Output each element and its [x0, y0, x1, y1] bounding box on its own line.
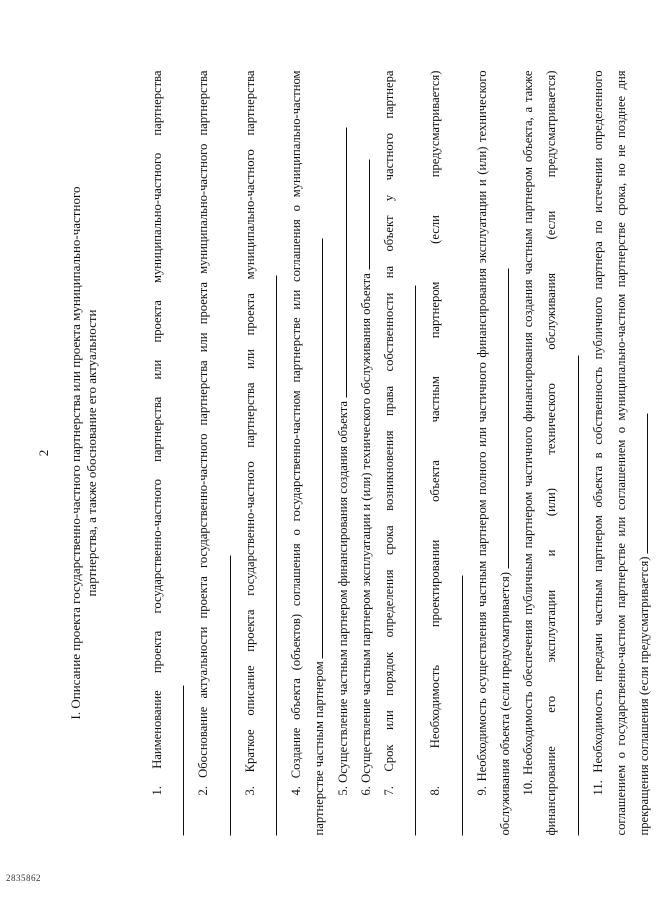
rotated-content: [30, 30, 652, 875]
list-item: [471, 70, 517, 835]
blank-line: [311, 238, 323, 658]
list-item: [146, 70, 192, 835]
item-text: 2. Обоснование актуальности проекта государственно-частного партнерства или проекта муниципально-частного партнерства: [196, 70, 211, 795]
page-number: 2: [36, 449, 51, 456]
blank-line: [358, 160, 370, 270]
blank-line: [172, 685, 184, 835]
blank-line: [219, 555, 231, 835]
section-title-line-1: I. Описание проекта государственно-частного партнерства или проекта муниципально-частного: [68, 186, 83, 719]
blank-line: [265, 275, 277, 835]
list-item: [285, 70, 331, 835]
blank-line: [636, 413, 648, 553]
list-item: [239, 70, 285, 835]
blank-line: [335, 127, 347, 397]
item-text: 11. Необходимость передачи частным партнером объекта в собственность публичного партнера по истечении определенного соглашением о государственно-частном партнерстве или соглашением о муниципально-частном партнерстве срока, но не позднее дня прекращения соглашения (если предусматривается): [590, 70, 652, 835]
blank-line: [567, 355, 579, 835]
item-text: 9. Необходимость осуществления частным партнером полного или частичного финансирования эксплуатации и (или) технического обслуживания объекта (если предусматривается): [474, 70, 513, 835]
item-text: 8. Необходимость проектировании объекта частным партнером (если предусматривается): [428, 70, 443, 795]
items-list: [146, 70, 656, 835]
list-item: [192, 70, 238, 835]
list-item: [517, 70, 587, 835]
item-text: 5. Осуществление частным партнером финансирования создания объекта: [335, 400, 350, 795]
item-text: 1. Наименование проекта государственно-частного партнерства или проекта муниципально-частного партнерства: [150, 70, 164, 795]
item-text: 6. Осуществление частным партнером эксплуатации и (или) технического обслуживания объекта: [358, 272, 373, 795]
section-title: [68, 70, 100, 835]
item-text: 3. Краткое описание проекта государственно-частного партнерства или проекта муниципально-частного партнерства: [242, 70, 257, 795]
blank-line: [497, 268, 509, 568]
list-item: [378, 70, 424, 835]
blank-line: [404, 285, 416, 835]
item-text: 10. Необходимость обеспечения публичным партнером частичного финансирования создания частным партнером объекта, а также финансирование его эксплуатации и (или) технического обслуживания (если предусматривается): [521, 70, 559, 835]
item-text: 7. Срок или порядок определения срока возникновения права собственности на объект у частного партнера: [382, 70, 397, 795]
list-item: [355, 70, 378, 835]
document-id: 2835862: [6, 873, 41, 883]
item-text: 4. Создание объекта (объектов) соглашения о государственно-частном партнерстве или соглашения о муниципально-частном партнерстве частным партнером: [289, 70, 327, 835]
section-title-line-2: партнерства, а также обоснование его актуальности: [84, 308, 99, 597]
list-item: [587, 70, 656, 835]
list-item: [424, 70, 470, 835]
list-item: [332, 70, 355, 835]
blank-line: [451, 575, 463, 835]
